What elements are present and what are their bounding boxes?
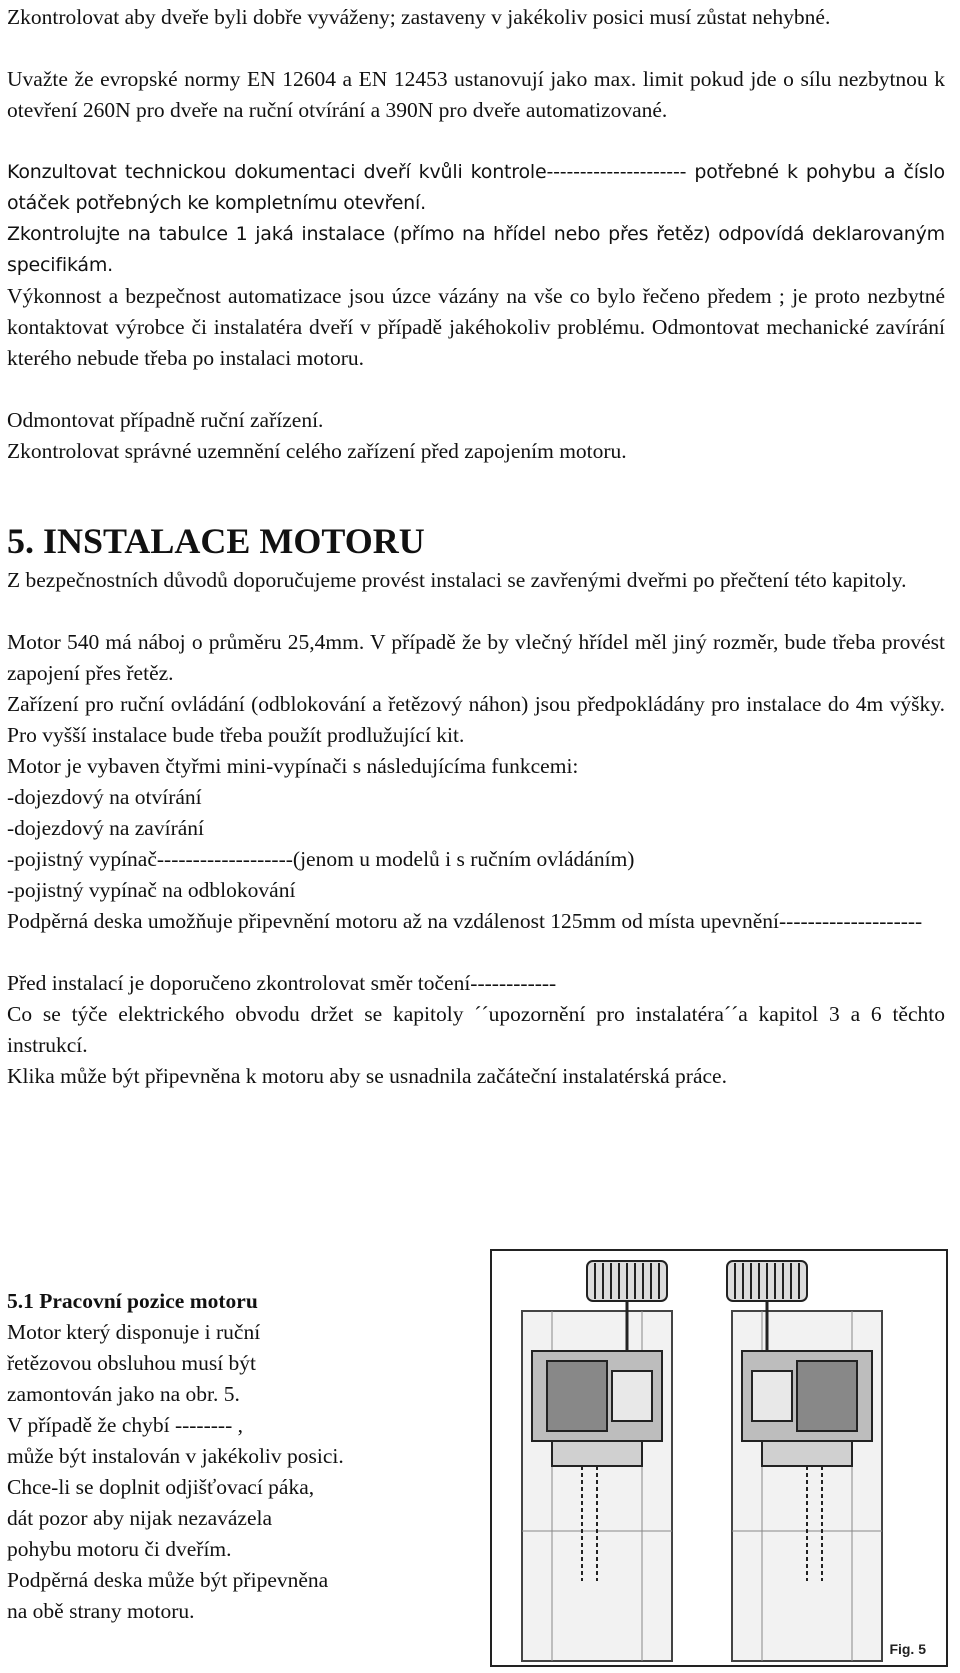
paragraph-motor-hub: Motor 540 má náboj o průměru 25,4mm. V případě že by vlečný hřídel měl jiný rozměr, bude třeba provést zapojení přes řetěz. [7, 630, 945, 685]
paragraph-rotation-check: Před instalací je doporučeno zkontrolovat směr točení------------ [7, 971, 557, 995]
paragraph-technical-docs: Konzultovat technickou dokumentaci dveří kvůli kontrole--------------------- potřebné k pohybu a číslo otáček potřebných ke kompletnímu otevření. [7, 161, 945, 214]
paragraph-table-check: Zkontrolujte na tabulce 1 jaká instalace (přímo na hřídel nebo přes řetěz) odpovídá deklarovaným specifikám. [7, 223, 945, 276]
list-item-release-switch: -pojistný vypínač na odblokování [7, 878, 296, 902]
working-position-line: na obě strany motoru. [7, 1599, 195, 1623]
paragraph-safety-reasons: Z bezpečnostních důvodů doporučujeme provést instalaci se zavřenými dveřmi po přečtení této kapitoly. [7, 568, 907, 592]
paragraph-european-norms: Uvažte že evropské normy EN 12604 a EN 12453 ustanovují jako max. limit pokud jde o sílu nezbytnou k otevření 260N pro dveře na ruční otvírání a 390N pro dveře automatizované. [7, 67, 945, 122]
figure-motor-positions [490, 1249, 948, 1667]
working-position-line: řetězovou obsluhou musí být [7, 1351, 257, 1375]
paragraph-performance-safety: Výkonnost a bezpečnost automatizace jsou úzce vázány na vše co bylo řečeno předem ; je proto nezbytné kontaktovat výrobce či instalatéra dveří v případě jakéhokoliv problému. Odmontovat mechanické zavírání kterého nebude třeba po instalaci motoru. [7, 284, 945, 370]
subsection-heading-working-position: 5.1 Pracovní pozice motoru [7, 1289, 258, 1313]
motor-position-illustration [492, 1251, 946, 1665]
paragraph-manual-devices: Zařízení pro ruční ovládání (odblokování a řetězový náhon) jsou předpokládány pro instalace do 4m výšky. Pro vyšší instalace bude třeba použít prodlužující kit. [7, 692, 945, 747]
list-item-close-limit: -dojezdový na zavírání [7, 816, 204, 840]
working-position-line: Motor který disponuje i ruční [7, 1320, 261, 1344]
list-item-safety-switch: -pojistný vypínač-------------------(jenom u modelů i s ručním ovládáním) [7, 847, 635, 871]
paragraph-support-plate: Podpěrná deska umožňuje připevnění motoru až na vzdálenost 125mm od místa upevnění-------------------- [7, 909, 923, 933]
working-position-line: zamontován jako na obr. 5. [7, 1382, 240, 1406]
section-heading-motor-install: 5. INSTALACE MOTORU [7, 521, 425, 561]
working-position-line: může být instalován v jakékoliv posici. [7, 1444, 344, 1468]
list-item-open-limit: -dojezdový na otvírání [7, 785, 202, 809]
working-position-line: pohybu motoru či dveřím. [7, 1537, 232, 1561]
paragraph-grounding: Zkontrolovat správné uzemnění celého zařízení před zapojením motoru. [7, 439, 627, 463]
working-position-line: V případě že chybí -------- , [7, 1413, 243, 1437]
figure-label: Fig. 5 [889, 1641, 926, 1657]
paragraph-crank: Klika může být připevněna k motoru aby se usnadnila začáteční instalatérská práce. [7, 1064, 727, 1088]
working-position-line: Chce-li se doplnit odjišťovací páka, [7, 1475, 315, 1499]
working-position-line: dát pozor aby nijak nezavázela [7, 1506, 273, 1530]
paragraph-balance-check: Zkontrolovat aby dveře byli dobře vyváženy; zastaveny v jakékoliv posici musí zůstat nehybné. [7, 5, 831, 29]
working-position-line: Podpěrná deska může být připevněna [7, 1568, 329, 1592]
paragraph-remove-manual: Odmontovat případně ruční zařízení. [7, 408, 324, 432]
paragraph-mini-switches: Motor je vybaven čtyřmi mini-vypínači s následujícíma funkcemi: [7, 754, 579, 778]
paragraph-electric-circuit: Co se týče elektrického obvodu držet se kapitoly ´´upozornění pro instalatéra´´a kapitol 3 a 6 těchto instrukcí. [7, 1002, 945, 1057]
